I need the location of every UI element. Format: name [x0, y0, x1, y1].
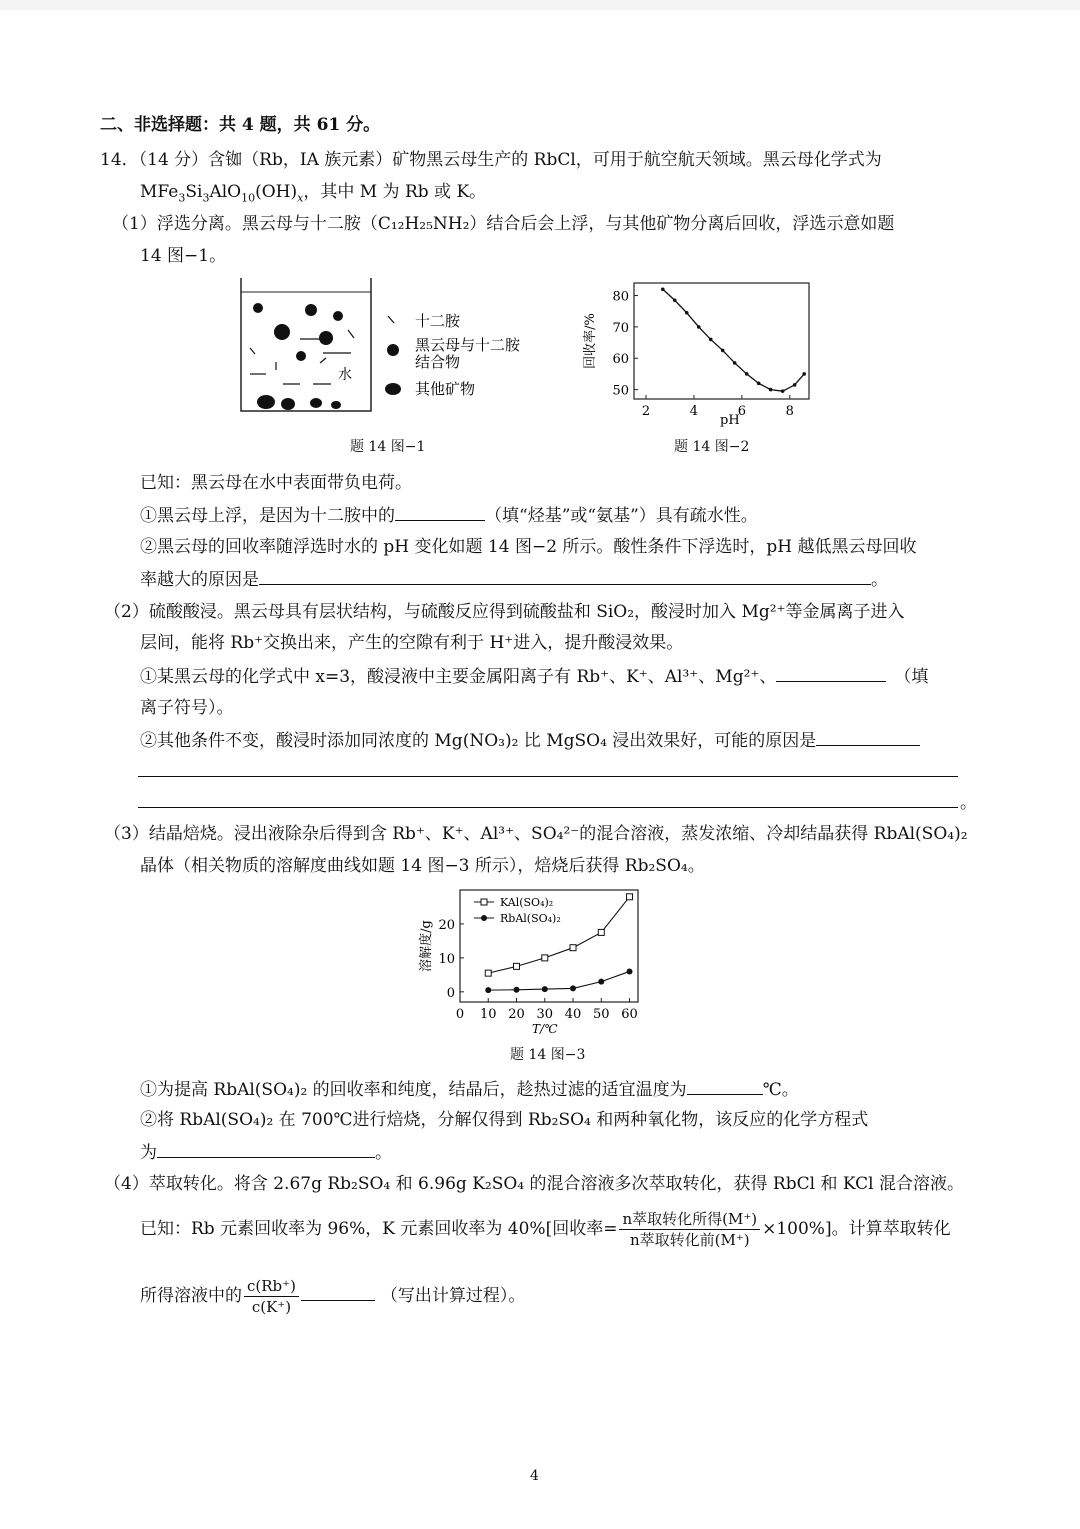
kal-data-point	[485, 970, 491, 976]
ratio-fraction	[244, 1276, 299, 1317]
p2-q1-tail: （填	[894, 667, 929, 687]
y-tick-label: 20	[438, 917, 455, 933]
known-1: 已知：黑云母在水中表面带负电荷。	[140, 473, 412, 493]
p4-q-tail: （写出计算过程）。	[380, 1286, 526, 1306]
p3-q1-tail: ℃。	[762, 1080, 799, 1100]
p3-line1: （3）结晶焙烧。浸出液除杂后得到含 Rb⁺、K⁺、Al³⁺、SO₄²⁻的混合溶液，蒸发浓缩、冷却结晶获得 RbAl(SO₄)₂	[104, 824, 968, 844]
series-line	[488, 971, 629, 990]
data-point	[757, 382, 761, 386]
p4-line1: （4）萃取转化。将含 2.67g Rb₂SO₄ 和 6.96g K₂SO₄ 的混合溶液多次萃取转化，获得 RbCl 和 KCl 混合溶液。	[104, 1174, 964, 1194]
plot-frame	[634, 283, 809, 399]
fig3-solubility-chart	[410, 882, 660, 1042]
q14-intro-tail: ，其中 M 为 Rb 或 K。	[303, 182, 487, 202]
data-point	[697, 325, 701, 329]
p2-q1-text: ①某黑云母的化学式中 x=3，酸浸液中主要金属阳离子有 Rb⁺、K⁺、Al³⁺、Mg²⁺、	[140, 667, 777, 687]
data-point	[769, 388, 773, 392]
legend-marker	[481, 899, 487, 905]
y-axis-label: 溶解度/g	[419, 920, 434, 972]
ratio-numerator: c(Rb⁺)	[244, 1276, 299, 1297]
answer-blank[interactable]	[816, 729, 920, 746]
x-tick-label: 50	[592, 1007, 610, 1022]
data-point	[709, 338, 713, 342]
other-legend-icon	[385, 383, 401, 395]
q14-intro-line1: 14．（14 分）含铷（Rb，IA 族元素）矿物黑云母生产的 RbCl，可用于航空航天领域。黑云母化学式为	[100, 150, 882, 170]
y-tick-label: 60	[612, 352, 629, 368]
p1-q1-tail: （填“烃基”或“氨基”）具有疏水性。	[485, 506, 758, 526]
x-tick-label: 20	[508, 1007, 525, 1022]
answer-blank[interactable]	[687, 1078, 763, 1095]
answer-blank[interactable]	[776, 665, 886, 682]
water-label: 水	[338, 367, 352, 383]
fig3-caption: 题 14 图−3	[510, 1047, 586, 1063]
p4-known	[140, 1209, 951, 1250]
p1-line1: （1）浮选分离。黑云母与十二胺（C₁₂H₂₅NH₂）结合后会上浮，与其他矿物分离后回收，浮选示意如题	[112, 214, 895, 234]
data-point	[745, 372, 749, 376]
p2-line1: （2）硫酸酸浸。黑云母具有层状结构，与硫酸反应得到硫酸盐和 SiO₂，酸浸时加入 Mg²⁺等金属离子进入	[104, 602, 905, 622]
p3-q1	[140, 1078, 799, 1101]
recovery-rate-fraction	[619, 1209, 760, 1250]
legend-complex-2: 结合物	[415, 353, 461, 371]
legend-amine: 十二胺	[415, 312, 461, 330]
p1-q2-line2: 率越大的原因是 。	[140, 570, 888, 590]
y-tick-label: 80	[612, 289, 629, 305]
p4-known-text: 已知：Rb 元素回收率为 96%，K 元素回收率为 40%[回收率=	[140, 1219, 618, 1239]
legend-marker	[481, 915, 487, 921]
x-tick-label: 6	[737, 404, 747, 419]
data-point	[661, 287, 665, 291]
p2-q1-line2: 离子符号）。	[140, 698, 234, 718]
x-tick-label: 4	[689, 404, 699, 419]
fig1-flotation-diagram	[238, 278, 538, 418]
y-tick-label: 50	[612, 383, 629, 399]
p3-q2-line1: ②将 RbAl(SO₄)₂ 在 700℃进行焙烧，分解仅得到 Rb₂SO₄ 和两种氧化物，该反应的化学方程式	[140, 1110, 869, 1130]
page-number: 4	[530, 1468, 539, 1484]
p3-q2-text: 为	[140, 1143, 157, 1163]
x-axis-label: pH	[720, 413, 740, 428]
complex-legend-icon	[387, 344, 399, 356]
p4-question	[140, 1276, 525, 1317]
kal-data-point	[598, 929, 604, 935]
p1-q1	[140, 504, 758, 527]
p2-q1-line1	[140, 665, 928, 688]
p2-q2-text: ②其他条件不变，酸浸时添加同浓度的 Mg(NO₃)₂ 比 MgSO₄ 浸出效果好，可能的原因是	[140, 731, 817, 751]
p3-q2-line2: 为 。	[140, 1143, 392, 1163]
answer-blank[interactable]	[301, 1284, 375, 1301]
data-point	[733, 361, 737, 365]
data-point	[685, 311, 689, 315]
legend-complex-1: 黑云母与十二胺	[415, 336, 521, 354]
fig2-caption: 题 14 图−2	[674, 439, 750, 455]
answer-line[interactable]	[138, 807, 958, 808]
answer-blank[interactable]	[395, 504, 485, 521]
data-point	[781, 389, 785, 393]
complex-particles	[253, 303, 343, 361]
kal-data-point	[570, 945, 576, 951]
other-minerals	[257, 395, 341, 410]
y-tick-label: 10	[438, 951, 455, 967]
p2-q2	[140, 729, 920, 752]
kal-data-point	[627, 894, 633, 900]
data-point	[793, 383, 797, 387]
x-tick-label: 60	[621, 1007, 638, 1022]
legend-label: RbAl(SO₄)₂	[500, 912, 561, 925]
ratio-denominator: c(K⁺)	[251, 1298, 292, 1316]
p3-q1-text: ①为提高 RbAl(SO₄)₂ 的回收率和纯度，结晶后，趁热过滤的适宜温度为	[140, 1080, 687, 1100]
p1-q2-text: 率越大的原因是	[140, 570, 259, 590]
data-point	[802, 372, 806, 376]
p1-line2: 14 图−1。	[140, 246, 227, 266]
rbal-data-point	[542, 986, 548, 992]
section-title: 二、非选择题：共 4 题，共 61 分。	[100, 115, 381, 135]
answer-line[interactable]	[138, 776, 958, 777]
p2-line2: 层间，能将 Rb⁺交换出来，产生的空隙有利于 H⁺进入，提升酸浸效果。	[140, 633, 684, 653]
fig1-caption: 题 14 图−1	[350, 439, 426, 455]
amine-legend-icon	[388, 316, 394, 323]
answer-blank[interactable]	[259, 568, 871, 585]
rbal-data-point	[514, 987, 520, 993]
kal-data-point	[542, 955, 548, 961]
rbal-data-point	[627, 968, 633, 974]
data-point	[721, 349, 725, 353]
y-tick-label: 0	[446, 985, 455, 1001]
p4-known-tail: ×100%]。计算萃取转化	[762, 1219, 951, 1239]
y-tick-label: 70	[612, 320, 629, 336]
p1-q1-text: ①黑云母上浮，是因为十二胺中的	[140, 506, 395, 526]
rbal-data-point	[485, 987, 491, 993]
x-tick-label: 40	[564, 1007, 582, 1022]
fraction-numerator: n萃取转化所得(M⁺)	[619, 1209, 760, 1230]
kal-data-point	[514, 963, 520, 969]
data-point	[673, 298, 677, 302]
legend-other: 其他矿物	[415, 380, 476, 398]
p4-q-text: 所得溶液中的	[140, 1286, 242, 1306]
rbal-data-point	[570, 985, 576, 991]
exam-page	[0, 10, 1080, 1529]
x-tick-label: 0	[455, 1007, 465, 1022]
rbal-data-point	[598, 979, 604, 985]
p1-q2-line1: ②黑云母的回收率随浮选时水的 pH 变化如题 14 图−2 所示。酸性条件下浮选时，pH 越低黑云母回收	[140, 537, 917, 557]
x-tick-label: 2	[641, 404, 651, 419]
fraction-denominator: n萃取转化前(M⁺)	[629, 1231, 750, 1249]
q14-intro-line2: $MFe_3Si_3AlO_{10}(OH)_x$，其中 M 为 Rb 或 K。	[140, 182, 487, 205]
x-tick-label: 30	[536, 1007, 554, 1022]
period-mark: 。	[960, 793, 977, 813]
answer-blank[interactable]	[157, 1141, 375, 1158]
x-tick-label: 10	[479, 1007, 497, 1022]
x-axis-label: T/℃	[532, 1022, 558, 1036]
y-axis-label: 回收率/%	[583, 313, 598, 369]
legend-label: KAl(SO₄)₂	[500, 896, 554, 909]
recovery-line	[663, 289, 804, 391]
x-tick-label: 8	[785, 404, 794, 419]
fig2-recovery-vs-ph-chart	[574, 278, 824, 428]
p3-line2: 晶体（相关物质的溶解度曲线如题 14 图−3 所示），焙烧后获得 Rb₂SO₄。	[140, 856, 705, 876]
